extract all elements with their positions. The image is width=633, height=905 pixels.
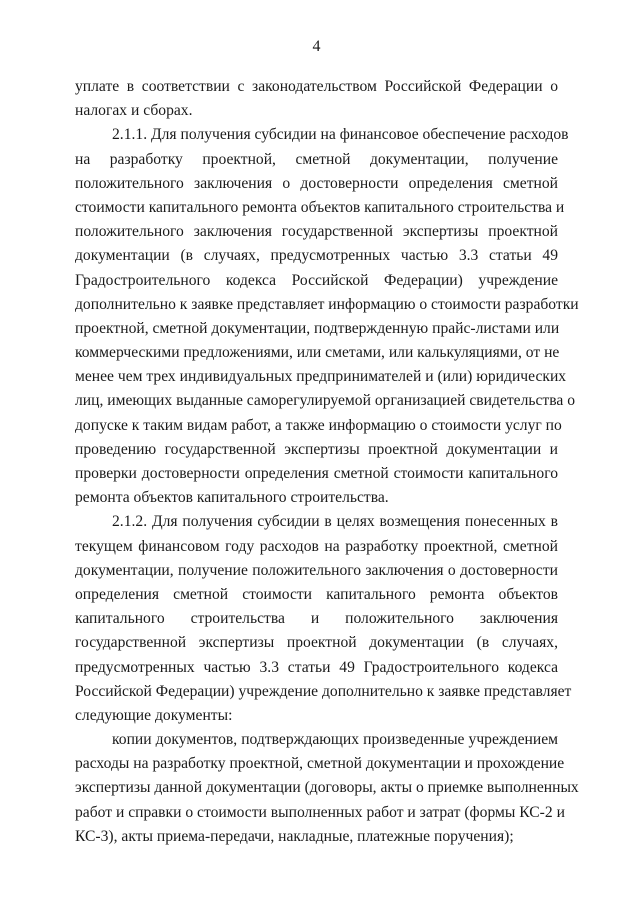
paragraph	[75, 510, 572, 728]
text-line: экспертизы данной документации (договоры, акты о приемке выполненных	[75, 779, 579, 797]
text-line: работ и справки о стоимости выполненных работ и затрат (формы КС-2 и	[75, 803, 565, 821]
text-line: допуске к таким видам работ, а также информацию о стоимости услуг по	[75, 416, 562, 434]
page-number: 4	[312, 38, 321, 55]
text-line: дополнительно к заявке представляет информацию о стоимости разработки	[75, 295, 579, 313]
text-line: документации, получение положительного заключения о достоверности	[75, 561, 558, 579]
text-line: лиц, имеющих выданные саморегулируемой организацией свидетельства о	[75, 392, 576, 410]
text-line: проведению государственной экспертизы проектной документации и	[75, 440, 558, 458]
text-line: положительного заключения о достоверности определения сметной	[75, 174, 558, 192]
text-line: на разработку проектной, сметной документации, получение	[75, 150, 558, 168]
text-line: уплате в соответствии с законодательством Российской Федерации о	[75, 78, 558, 95]
text-line: положительного заключения государственной экспертизы проектной	[75, 223, 558, 241]
text-line: предусмотренных частью 3.3 статьи 49 Градостроительного кодекса	[75, 658, 558, 676]
text-line: определения сметной стоимости капитального ремонта объектов	[75, 585, 558, 603]
text-line: текущем финансовом году расходов на разработку проектной, сметной	[75, 537, 558, 555]
text-line: капитального строительства и положительного заключения	[75, 610, 558, 628]
document-body	[75, 75, 579, 849]
text-line: копии документов, подтверждающих произведенные учреждением	[112, 731, 558, 749]
text-line: документации (в случаях, предусмотренных частью 3.3 статьи 49	[75, 247, 558, 265]
paragraph	[75, 728, 579, 849]
text-line: 2.1.2. Для получения субсидии в целях возмещения понесенных в	[112, 513, 558, 531]
text-line: следующие документы:	[75, 706, 233, 724]
text-line: стоимости капитального ремонта объектов капитального строительства и	[75, 198, 565, 216]
text-line: Российской Федерации) учреждение дополнительно к заявке представляет	[75, 682, 572, 700]
paragraph	[75, 75, 558, 123]
text-line: КС-3), акты приема-передачи, накладные, платежные поручения);	[75, 827, 514, 845]
text-line: 2.1.1. Для получения субсидии на финансовое обеспечение расходов	[112, 126, 569, 144]
text-line: проектной, сметной документации, подтвержденную прайс-листами или	[75, 319, 560, 337]
text-line: ремонта объектов капитального строительства.	[75, 489, 389, 507]
text-line: менее чем трех индивидуальных предпринимателей и (или) юридических	[75, 368, 567, 386]
paragraph	[75, 123, 579, 510]
text-line: Градостроительного кодекса Российской Федерации) учреждение	[75, 271, 558, 289]
text-line: проверки достоверности определения сметной стоимости капитального	[75, 465, 558, 482]
text-line: коммерческими предложениями, или сметами, или калькуляциями, от не	[75, 344, 560, 362]
text-line: государственной экспертизы проектной документации (в случаях,	[75, 634, 558, 652]
text-line: расходы на разработку проектной, сметной документации и прохождение	[75, 755, 565, 773]
text-line: налогах и сборах.	[75, 102, 193, 120]
